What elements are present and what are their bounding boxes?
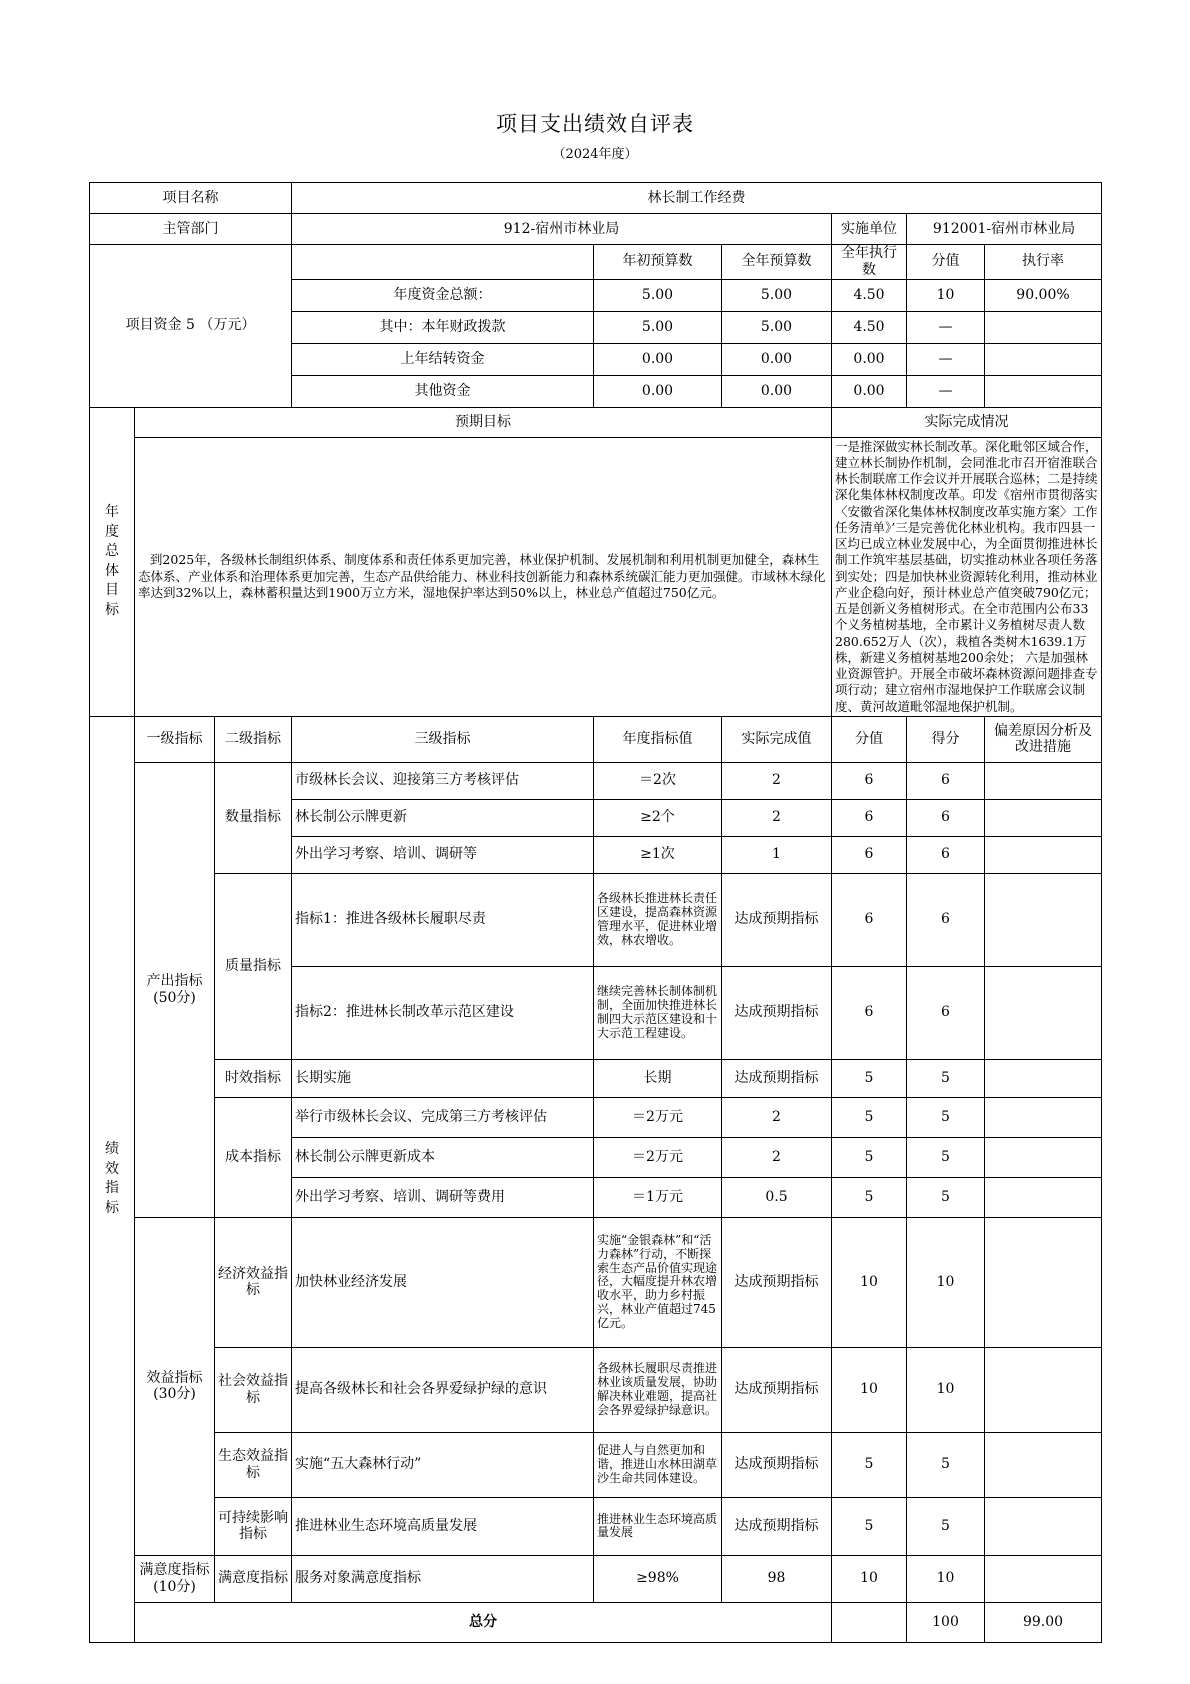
total-got: 99.00 [985,1602,1102,1642]
indicator-name: 推进林业生态环境高质量发展 [292,1497,594,1555]
indicator-score: 6 [832,873,907,966]
indicator-reason [985,1177,1102,1217]
indicator-got: 6 [907,799,985,836]
indicator-actual: 2 [722,762,832,799]
indicator-reason [985,1137,1102,1177]
indicator-target: 继续完善林长制体制机制，全面加快推进林长制四大示范区建设和十大示范工程建设。 [594,966,722,1059]
report-year: （2024年度） [552,147,638,162]
indicator-row [90,1432,1102,1497]
indicator-target: 促进人与自然更加和谐，推进山水林田湖草沙生命共同体建设。 [594,1432,722,1497]
indicator-score: 5 [832,1497,907,1555]
indicator-target: ＝1万元 [594,1177,722,1217]
indicator-actual: 达成预期指标 [722,966,832,1059]
funds-initial: 5.00 [594,311,722,343]
indicator-score: 6 [832,966,907,1059]
funds-row-label: 其中：本年财政拨款 [292,311,594,343]
funds-rate: 90.00% [985,279,1102,311]
funds-score: 10 [907,279,985,311]
indicator-target: 各级林长推进林长责任区建设，提高森林资源管理水平，促进林业增效，林农增收。 [594,873,722,966]
indicator-target: 推进林业生态环境高质量发展 [594,1497,722,1555]
col-level2: 二级指标 [215,716,292,762]
indicator-name: 指标2：推进林长制改革示范区建设 [292,966,594,1059]
indicator-got: 6 [907,966,985,1059]
goals-label [90,407,135,716]
funds-initial: 0.00 [594,375,722,407]
indicator-score: 10 [832,1347,907,1432]
indicator-reason [985,799,1102,836]
expected-goal-header: 预期目标 [135,407,832,437]
indicator-reason [985,1097,1102,1137]
indicator-got: 5 [907,1097,985,1137]
indicator-actual: 2 [722,1137,832,1177]
benefit-indicator-label: 效益指标 (30分) [135,1217,215,1555]
indicator-got: 5 [907,1177,985,1217]
indicator-got: 5 [907,1497,985,1555]
indicator-actual: 2 [722,1097,832,1137]
total-label: 总分 [135,1602,832,1642]
indicator-actual: 98 [722,1555,832,1602]
indicator-row [90,1347,1102,1432]
unit-value: 912001-宿州市林业局 [907,214,1102,245]
funds-score: — [907,311,985,343]
perf-header-row [90,716,1102,762]
indicator-actual: 达成预期指标 [722,1432,832,1497]
indicator-reason [985,1217,1102,1347]
indicator-actual: 达成预期指标 [722,1497,832,1555]
funds-exec: 0.00 [832,343,907,375]
col-level3: 三级指标 [292,716,594,762]
indicator-actual: 达成预期指标 [722,873,832,966]
indicator-name: 实施“五大森林行动” [292,1432,594,1497]
timeliness-indicator-label: 时效指标 [215,1059,292,1097]
unit-label: 实施单位 [832,214,907,245]
indicator-target: 实施“金银森林”和“活力森林”行动，不断探索生态产品价值实现途径，大幅度提升林农增收水平，助力乡村振兴，林业产值超过745亿元。 [594,1217,722,1347]
goals-content-row [90,437,1102,716]
indicator-got: 5 [907,1432,985,1497]
indicator-reason [985,1555,1102,1602]
actual-completion-header: 实际完成情况 [832,407,1102,437]
project-name-value: 林长制工作经费 [292,183,1102,214]
indicator-target: ＝2万元 [594,1137,722,1177]
col-reason: 偏差原因分析及改进措施 [985,716,1102,762]
funds-exec: 4.50 [832,279,907,311]
funds-header-row [90,245,1102,280]
indicator-row [90,1217,1102,1347]
indicator-score: 6 [832,836,907,873]
indicator-name: 加快林业经济发展 [292,1217,594,1347]
indicator-actual: 2 [722,799,832,836]
indicator-target: ＝2次 [594,762,722,799]
funds-score: — [907,343,985,375]
funds-annual: 5.00 [722,279,832,311]
indicator-reason [985,966,1102,1059]
indicator-got: 6 [907,836,985,873]
funds-exec: 4.50 [832,311,907,343]
indicator-got: 10 [907,1347,985,1432]
indicator-actual: 达成预期指标 [722,1347,832,1432]
total-score: 100 [907,1602,985,1642]
indicator-row [90,762,1102,799]
social-indicator-label: 社会效益指标 [215,1347,292,1432]
indicator-target: ≥2个 [594,799,722,836]
perf-label [90,716,135,1642]
indicator-name: 外出学习考察、培训、调研等费用 [292,1177,594,1217]
indicator-actual: 达成预期指标 [722,1059,832,1097]
indicator-name: 提高各级林长和社会各界爱绿护绿的意识 [292,1347,594,1432]
ecological-indicator-label: 生态效益指标 [215,1432,292,1497]
total-row [90,1602,1102,1642]
indicator-reason [985,836,1102,873]
dept-label: 主管部门 [90,214,292,245]
output-indicator-label: 产出指标 (50分) [135,762,215,1217]
col-level1: 一级指标 [135,716,215,762]
page-title: 项目支出绩效自评表 [496,112,694,136]
indicator-reason [985,1432,1102,1497]
funds-label: 项目资金 5 （万元） [90,245,292,408]
indicator-score: 6 [832,799,907,836]
perf-label-text: 绩效指标 [105,1141,119,1216]
indicator-reason [985,1497,1102,1555]
indicator-score: 5 [832,1177,907,1217]
indicator-reason [985,873,1102,966]
indicator-actual: 0.5 [722,1177,832,1217]
goals-header-row [90,407,1102,437]
col-annual-exec: 全年执行数 [832,245,907,280]
indicator-name: 外出学习考察、培训、调研等 [292,836,594,873]
department-row [90,214,1102,245]
funds-exec: 0.00 [832,375,907,407]
funds-initial: 0.00 [594,343,722,375]
indicator-reason [985,1059,1102,1097]
project-name-label: 项目名称 [90,183,292,214]
indicator-score: 10 [832,1555,907,1602]
indicator-row [90,873,1102,966]
satisfaction-indicator-label: 满意度指标(10分) [135,1555,215,1602]
funds-annual: 0.00 [722,343,832,375]
quantity-indicator-label: 数量指标 [215,762,292,873]
goals-label-text: 年度总体目标 [105,503,119,618]
indicator-got: 6 [907,762,985,799]
indicator-got: 10 [907,1217,985,1347]
funds-rate [985,375,1102,407]
indicator-reason [985,1347,1102,1432]
col-initial-budget: 年初预算数 [594,245,722,280]
sustainable-indicator-label: 可持续影响指标 [215,1497,292,1555]
indicator-got: 5 [907,1059,985,1097]
indicator-score: 5 [832,1097,907,1137]
indicator-score: 5 [832,1059,907,1097]
quality-indicator-label: 质量指标 [215,873,292,1059]
indicator-got: 6 [907,873,985,966]
indicator-actual: 1 [722,836,832,873]
funds-initial: 5.00 [594,279,722,311]
indicator-target: ≥98% [594,1555,722,1602]
economic-indicator-label: 经济效益指标 [215,1217,292,1347]
col-actual: 实际完成值 [722,716,832,762]
indicator-reason [985,762,1102,799]
indicator-target: ≥1次 [594,836,722,873]
indicator-name: 市级林长会议、迎接第三方考核评估 [292,762,594,799]
indicator-target: 长期 [594,1059,722,1097]
indicator-target: 各级林长履职尽责推进林业该质量发展，协助解决林业难题，提高社会各界爱绿护绿意识。 [594,1347,722,1432]
funds-score: — [907,375,985,407]
col-score: 分值 [907,245,985,280]
indicator-name: 长期实施 [292,1059,594,1097]
total-blank [832,1602,907,1642]
indicator-score: 10 [832,1217,907,1347]
indicator-row [90,1555,1102,1602]
col-annual-budget: 全年预算数 [722,245,832,280]
indicator-got: 10 [907,1555,985,1602]
col-perf-score: 分值 [832,716,907,762]
funds-annual: 5.00 [722,311,832,343]
indicator-row [90,1097,1102,1137]
indicator-row [90,1497,1102,1555]
indicator-name: 举行市级林长会议、完成第三方考核评估 [292,1097,594,1137]
col-exec-rate: 执行率 [985,245,1102,280]
funds-row-label: 其他资金 [292,375,594,407]
expected-goal-text: 到2025年，各级林长制组织体系、制度体系和责任体系更加完善，林业保护机制、发展机制和利用机制更加健全，森林生态体系、产业体系和治理体系更加完善，生态产品供给能力、林业科技创新能力和森林系统碳汇能力更加强健。市域林木绿化率达到32%以上，森林蓄积量达到1900万立方米，湿地保护率达到50%以上，林业总产值超过750亿元。 [135,437,832,716]
indicator-got: 5 [907,1137,985,1177]
actual-completion-text: 一是推深做实林长制改革。深化毗邻区域合作，建立林长制协作机制，会同淮北市召开宿淮联合林长制联席工作会议并开展联合巡林；二是持续深化集体林权制度改革。印发《宿州市贯彻落实〈安徽省深化集体林权制度改革实施方案〉工作任务清单》’三是完善优化林业机构。我市四县一区均已成立林业发展中心，为全面贯彻推进林长制工作筑牢基层基础，切实推动林业各项任务落到实处；四是加快林业资源转化利用，推动林业产业企稳向好，预计林业总产值突破790亿元；五是创新义务植树形式。在全市范围内公布33个义务植树基地，全市累计义务植树尽责人数280.652万人（次），栽植各类树木1639.1万株，新建义务植树基地200余处； 六是加强林业资源管护。开展全市破坏森林资源问题排查专项行动；建立宿州市湿地保护工作联席会议制度、黄河故道毗邻湿地保护机制。 [832,437,1102,716]
project-name-row [90,183,1102,214]
col-target: 年度指标值 [594,716,722,762]
indicator-name: 服务对象满意度指标 [292,1555,594,1602]
funds-row-label: 年度资金总额： [292,279,594,311]
funds-row-label: 上年结转资金 [292,343,594,375]
indicator-name: 林长制公示牌更新 [292,799,594,836]
indicator-target: ＝2万元 [594,1097,722,1137]
funds-header-blank [292,245,594,280]
dept-value: 912-宿州市林业局 [292,214,832,245]
indicator-name: 林长制公示牌更新成本 [292,1137,594,1177]
col-perf-got: 得分 [907,716,985,762]
funds-rate [985,343,1102,375]
indicator-score: 5 [832,1137,907,1177]
satisfaction-group-label: 满意度指标 [215,1555,292,1602]
funds-rate [985,311,1102,343]
evaluation-table [89,182,1102,1643]
funds-annual: 0.00 [722,375,832,407]
indicator-row [90,1059,1102,1097]
cost-indicator-label: 成本指标 [215,1097,292,1217]
indicator-actual: 达成预期指标 [722,1217,832,1347]
indicator-score: 6 [832,762,907,799]
indicator-name: 指标1：推进各级林长履职尽责 [292,873,594,966]
indicator-score: 5 [832,1432,907,1497]
